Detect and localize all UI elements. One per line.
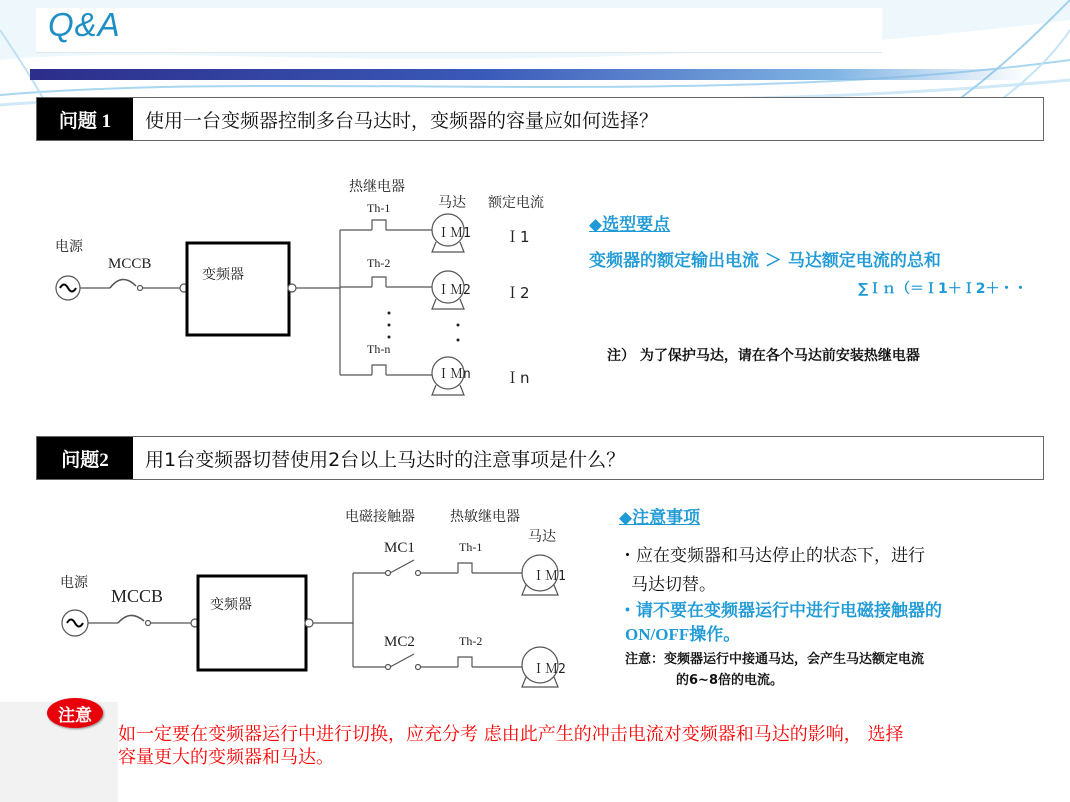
contactor-header: 电磁接触器 (345, 509, 415, 525)
selection-points-main: 变频器的额定输出电流 ＞ 马达额定电流的总和 (589, 251, 941, 271)
header-gradient-bar (30, 69, 1030, 80)
attention-note-b: 的6~8倍的电流。 (676, 673, 783, 688)
power-label-1: 电源 (55, 239, 83, 255)
page-title: Q&A (48, 6, 121, 43)
circuit-diagram-2 (40, 540, 580, 700)
inverter-label-2: 变频器 (210, 597, 252, 613)
thermal-relay-header: 热敏继电器 (450, 509, 520, 525)
mc2-label: MC2 (384, 634, 415, 650)
question-1-text: 使用一台变频器控制多台马达时，变频器的容量应如何选择？ (145, 109, 659, 132)
attention-item-1b: 马达切替。 (631, 575, 716, 595)
current-sum-formula: ∑Ｉｎ（＝Ｉ1＋Ｉ2＋・・ (858, 281, 1028, 297)
i2-label: Ｉ2 (505, 284, 530, 302)
relay-header-1: 热继电器 (349, 179, 405, 195)
warning-line-1: 如一定要在变频器运行中进行切换，应充分考 虑由此产生的冲击电流对变频器和马达的影响， 选择 (118, 724, 904, 745)
power-label-2: 电源 (60, 575, 88, 591)
th1-label: Th-1 (367, 201, 391, 215)
imn-label: ＩＭn (437, 367, 471, 382)
mc1-label: MC1 (384, 540, 415, 556)
attention-item-1a: ・应在变频器和马达停止的状态下，进行 (619, 546, 925, 566)
im1-label-2: ＩＭ1 (532, 569, 566, 584)
im2-label: ＩＭ2 (437, 283, 471, 298)
attention-title: ◆注意事项 (619, 508, 701, 528)
warning-badge: 注意 (47, 698, 103, 728)
current-header-1: 额定电流 (488, 195, 544, 211)
in-label: Ｉn (505, 369, 530, 387)
selection-points-title: ◆选型要点 (589, 215, 671, 235)
attention-item-2b: ON/OFF操作。 (625, 625, 741, 644)
motor-header-2: 马达 (528, 529, 556, 545)
attention-item-2a: ・请不要在变频器运行中进行电磁接触器的 (619, 601, 942, 621)
question-1-row (36, 97, 1044, 141)
question-2-text: 用1台变频器切替使用2台以上马达时的注意事项是什么？ (145, 448, 626, 471)
mccb-label-2: MCCB (111, 586, 164, 606)
th1-label-2: Th-1 (459, 540, 483, 554)
i1-label: Ｉ1 (505, 228, 530, 246)
th2-label: Th-2 (367, 256, 391, 270)
im1-label: ＩＭ1 (437, 226, 471, 241)
th2-label-2: Th-2 (459, 634, 483, 648)
mccb-label-1: MCCB (108, 256, 152, 272)
motor-header-1: 马达 (438, 195, 466, 211)
thn-label: Th-n (367, 342, 391, 356)
attention-note-a: 注意：变频器运行中接通马达，会产生马达额定电流 (625, 652, 925, 667)
question-2-label: 问题2 (37, 437, 133, 479)
im2-label-2: ＩＭ2 (532, 662, 566, 677)
inverter-label-1: 变频器 (202, 267, 244, 283)
warning-line-2: 容量更大的变频器和马达。 (118, 747, 334, 768)
thermal-relay-note: 注） 为了保护马达，请在各个马达前安装热继电器 (607, 348, 920, 364)
question-2-row (36, 436, 1044, 480)
question-1-label: 问题 1 (37, 98, 133, 140)
title-banner (36, 8, 882, 53)
